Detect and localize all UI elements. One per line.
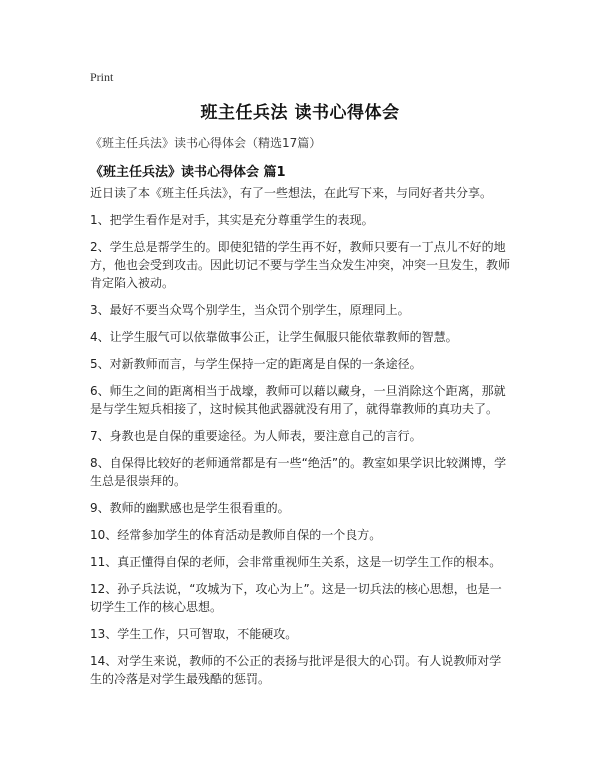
page-title: 班主任兵法 读书心得体会 [200, 103, 400, 123]
subtitle: 《班主任兵法》读书心得体会（精选17篇） [90, 136, 322, 150]
paragraph-9: 9、教师的幽默感也是学生很看重的。 [90, 501, 290, 515]
print-link[interactable]: Print [90, 70, 114, 84]
paragraph-4: 4、让学生服气可以依靠做事公正，让学生佩服只能依靠教师的智慧。 [90, 330, 458, 344]
paragraph-3: 3、最好不要当众骂个别学生，当众罚个别学生，原理同上。 [90, 303, 410, 317]
paragraph-7: 7、身教也是自保的重要途径。为人师表，要注意自己的言行。 [90, 429, 422, 443]
paragraph-10: 10、经常参加学生的体育活动是教师自保的一个良方。 [90, 528, 382, 542]
paragraph-8: 8、自保得比较好的老师通常都是有一些“绝活”的。教室如果学识比较渊博，学生总是很崇拜的。 [90, 456, 507, 488]
paragraph-5: 5、对新教师而言，与学生保持一定的距离是自保的一条途径。 [90, 357, 422, 371]
paragraph-2: 2、学生总是帮学生的。即使犯错的学生再不好，教师只要有一丁点儿不好的地方，他也会受到攻击。因此切记不要与学生当众发生冲突，冲突一旦发生，教师肯定陷入被动。 [90, 240, 511, 290]
paragraph-6: 6、师生之间的距离相当于战壕，教师可以藉以藏身，一旦消除这个距离，那就是与学生短兵相接了，这时候其他武器就没有用了，就得靠教师的真功夫了。 [90, 384, 506, 416]
paragraph-11: 11、真正懂得自保的老师，会非常重视师生关系，这是一切学生工作的根本。 [90, 555, 502, 569]
paragraph-13: 13、学生工作，只可智取，不能硬攻。 [90, 627, 298, 641]
paragraph-1: 1、把学生看作是对手，其实是充分尊重学生的表现。 [90, 213, 374, 227]
paragraph-14: 14、对学生来说，教师的不公正的表扬与批评是很大的心罚。有人说教师对学生的冷落是对学生最残酷的惩罚。 [90, 654, 502, 686]
section-heading: 《班主任兵法》读书心得体会 篇1 [90, 165, 286, 180]
paragraph-intro: 近日读了本《班主任兵法》，有了一些想法，在此写下来，与同好者共分享。 [90, 186, 493, 200]
article-body [90, 184, 510, 697]
paragraph-12: 12、孙子兵法说，“攻城为下，攻心为上”。这是一切兵法的核心思想，也是一切学生工作的核心思想。 [90, 582, 502, 614]
